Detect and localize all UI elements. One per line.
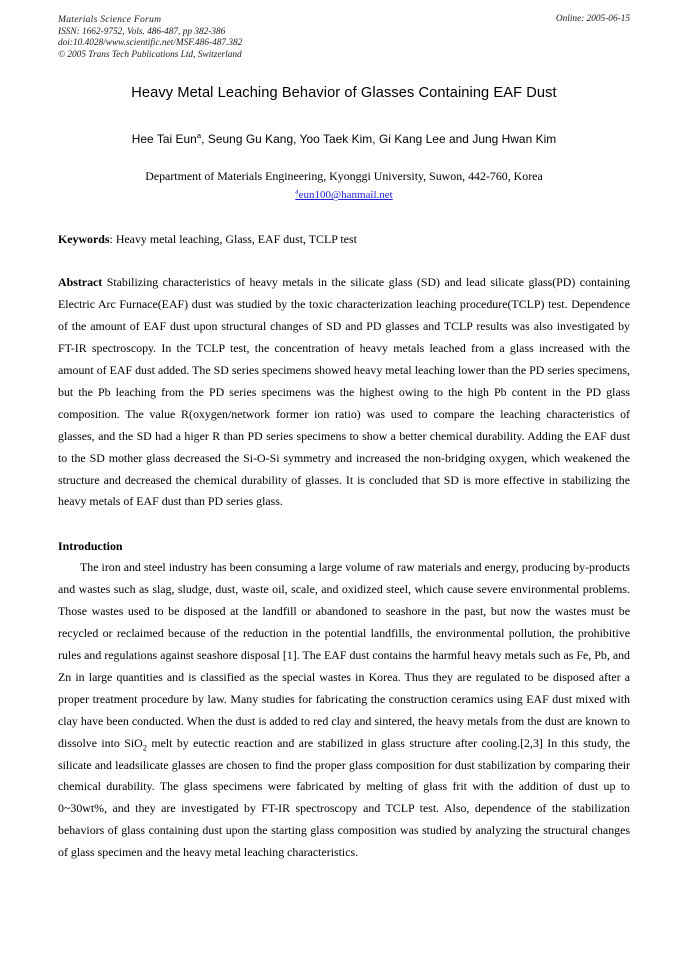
author-remaining-names: , Seung Gu Kang, Yoo Taek Kim, Gi Kang Lee and Jung Hwan Kim [201, 132, 557, 147]
author-list [58, 132, 630, 147]
copyright-line: © 2005 Trans Tech Publications Ltd, Switzerland [58, 49, 242, 60]
doi-line: doi:10.4028/www.scientific.net/MSF.486-487.382 [58, 38, 243, 49]
abstract-label: Abstract [58, 275, 103, 290]
introduction-text-part2: melt by eutectic reaction and are stabilized in glass structure after cooling.[2,3] In this study, the silicate and leadsilicate glasses are chosen to find the proper glass composition for dust stabilization by comparing their chemical durability. The glass specimens were fabricated by melting of glass frit with the addition of dust up to 0~30wt%, and they are investigated by FT-IR spectroscopy and TCLP test. Also, dependence of the stabilization behaviors of glass containing dust upon the starting glass composition was studied by analyzing the structural changes of glass specimen and the heavy metal leaching characteristics. [58, 735, 630, 860]
online-date: Online: 2005-06-15 [555, 14, 630, 24]
email-affiliation-marker: a [295, 186, 299, 196]
introduction-text-part1: The iron and steel industry has been consuming a large volume of raw materials and energy, producing by-products and wastes such as slag, sludge, dust, waste oil, scale, and oxidized steel, which cause severe environmental problems. Those wastes used to be disposed at the landfill or abandoned to seashore in the past, but now the wastes must be recycled or reclaimed because of the reduction in the potential landfills, the environmental pollution, the prohibitive rules and regulations against seashore disposal [1]. The EAF dust contains the harmful heavy metals such as Fe, Pb, and Zn in large quantities and is classified as the special wastes in Korea. Thus they are regulated to be disposed after a proper treatment procedure by law. Many studies for fabricating the construction ceramics using EAF dust mixed with clay have been conducted. When the dust is added to red clay and sintered, the heavy metals from the dust are known to dissolve into SiO [58, 560, 630, 750]
journal-header-left [58, 14, 630, 61]
author-email-link[interactable] [295, 186, 393, 202]
email-address: eun100@hanmail.net [298, 189, 393, 202]
introduction-paragraph [58, 557, 630, 864]
author-affiliation-marker: a [196, 131, 202, 141]
journal-name: Materials Science Forum [58, 14, 162, 25]
author-first-name: Hee Tai Eun [131, 132, 197, 147]
keywords-label: Keywords [58, 232, 110, 247]
keywords-section [58, 232, 630, 247]
sio2-subscript: 2 [142, 742, 147, 752]
issn-line: ISSN: 1662-9752, Vols. 486-487, pp 382-386 [58, 26, 226, 37]
keywords-value: Heavy metal leaching, Glass, EAF dust, TCLP test [115, 232, 357, 247]
email-line [58, 188, 630, 202]
abstract-section [58, 272, 630, 513]
affiliation: Department of Materials Engineering, Kyonggi University, Suwon, 442-760, Korea [145, 169, 543, 184]
journal-header [58, 14, 630, 61]
abstract-text: Stabilizing characteristics of heavy metals in the silicate glass (SD) and lead silicate glass(PD) containing Electric Arc Furnace(EAF) dust was studied by the toxic characterization leaching procedure(TCLP) test. Dependence of the amount of EAF dust upon structural changes of SD and PD glasses and TCLP results was also investigated by FT-IR spectroscopy. In the TCLP test, the concentration of heavy metals leached from a glass increased with the amount of EAF dust added. The SD series specimens showed heavy metal leaching lower than the PD series specimens, but the Pb leaching from the PD series specimens was the highest owing to the high Pb content in the PD glass composition. The value R(oxygen/network former ion ratio) was used to compare the leaching characteristics of glasses, and the SD had a higer R than PD series specimens to show a better chemical durability. Adding the EAF dust to the SD mother glass decreased the Si-O-Si symmetry and increased the non-bridging oxygen, which weakened the structure and decreased the chemical durability of glasses. It is concluded that SD is more effective in stabilizing the heavy metals of EAF dust than PD series glass. [58, 275, 630, 509]
keywords-separator: : [109, 232, 116, 247]
page-title: Heavy Metal Leaching Behavior of Glasses Containing EAF Dust [131, 85, 557, 102]
introduction-heading: Introduction [58, 539, 123, 554]
